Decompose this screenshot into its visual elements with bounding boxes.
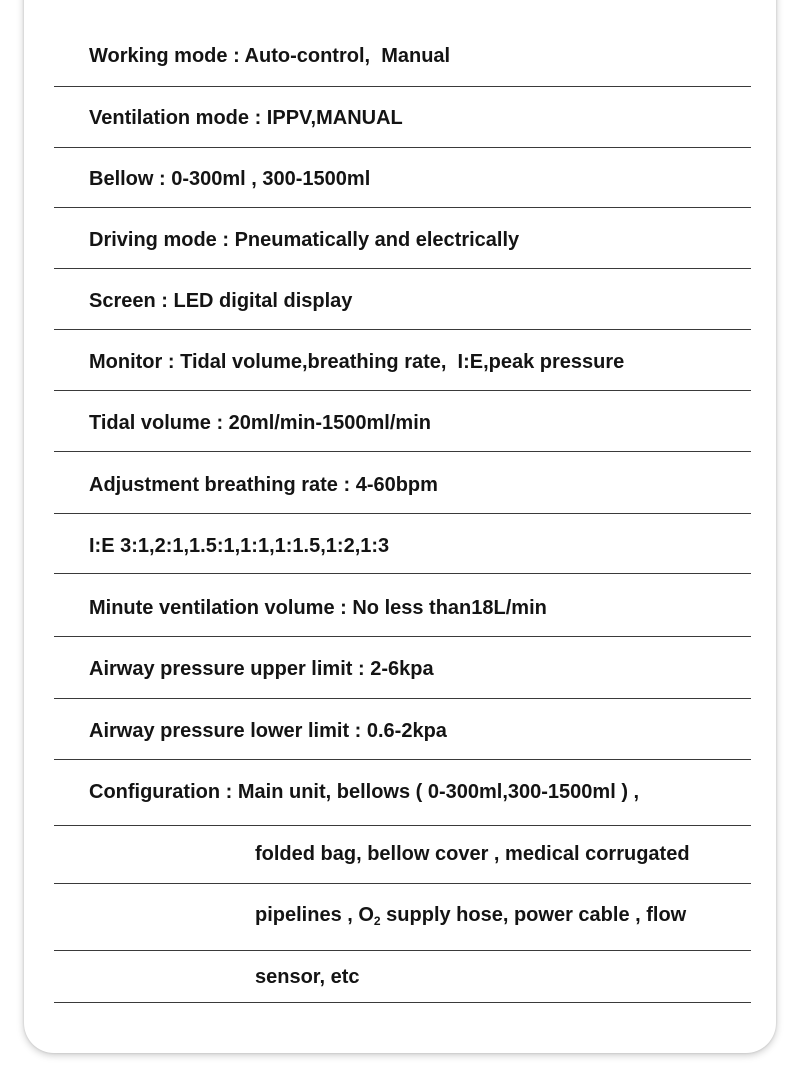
spec-text: Configuration : Main unit, bellows ( 0-300ml,300-1500ml ) ,: [89, 781, 640, 803]
spec-row-airway-lower: [54, 699, 751, 760]
spec-row-driving-mode: [54, 208, 751, 269]
spec-row-screen: [54, 269, 751, 330]
spec-row-ventilation-mode: [54, 87, 751, 148]
spec-row-monitor: [54, 330, 751, 391]
spec-text: Monitor : Tidal volume,breathing rate, I:E,peak pressure: [89, 351, 625, 373]
spec-row-minute-ventilation: [54, 574, 751, 637]
spec-row-configuration: [54, 760, 751, 826]
spec-row-tidal-volume: [54, 391, 751, 452]
spec-row-configuration-cont-2: [54, 884, 751, 951]
spec-text-with-subscript: [255, 904, 686, 928]
subscript: 2: [373, 914, 381, 928]
spec-text: Airway pressure upper limit : 2-6kpa: [89, 658, 434, 680]
spec-row-working-mode: [54, 0, 751, 87]
spec-text: sensor, etc: [255, 966, 360, 988]
spec-row-configuration-cont-3: [54, 951, 751, 1003]
spec-text: I:E 3:1,2:1,1.5:1,1:1,1:1.5,1:2,1:3: [89, 535, 390, 557]
spec-text: Bellow : 0-300ml , 300-1500ml: [89, 168, 371, 190]
spec-text-part: supply hose, power cable , flow: [380, 904, 687, 926]
spec-text: Minute ventilation volume : No less than18L/min: [89, 597, 547, 619]
spec-text: Tidal volume : 20ml/min-1500ml/min: [89, 412, 431, 434]
spec-row-bellow: [54, 148, 751, 208]
spec-text: Adjustment breathing rate : 4-60bpm: [89, 474, 438, 496]
spec-row-airway-upper: [54, 637, 751, 699]
spec-text: Working mode : Auto-control, Manual: [89, 45, 451, 67]
spec-row-ie-ratio: [54, 514, 751, 574]
spec-row-breathing-rate: [54, 452, 751, 514]
spec-text: Ventilation mode : IPPV,MANUAL: [89, 107, 403, 129]
spec-row-configuration-cont-1: [54, 826, 751, 884]
spec-text-part: pipelines , O: [255, 904, 374, 926]
spec-text: Airway pressure lower limit : 0.6-2kpa: [89, 720, 447, 742]
spec-text: Driving mode : Pneumatically and electrically: [89, 229, 520, 251]
spec-text: Screen : LED digital display: [89, 290, 353, 312]
spec-text: folded bag, bellow cover , medical corrugated: [255, 843, 690, 865]
